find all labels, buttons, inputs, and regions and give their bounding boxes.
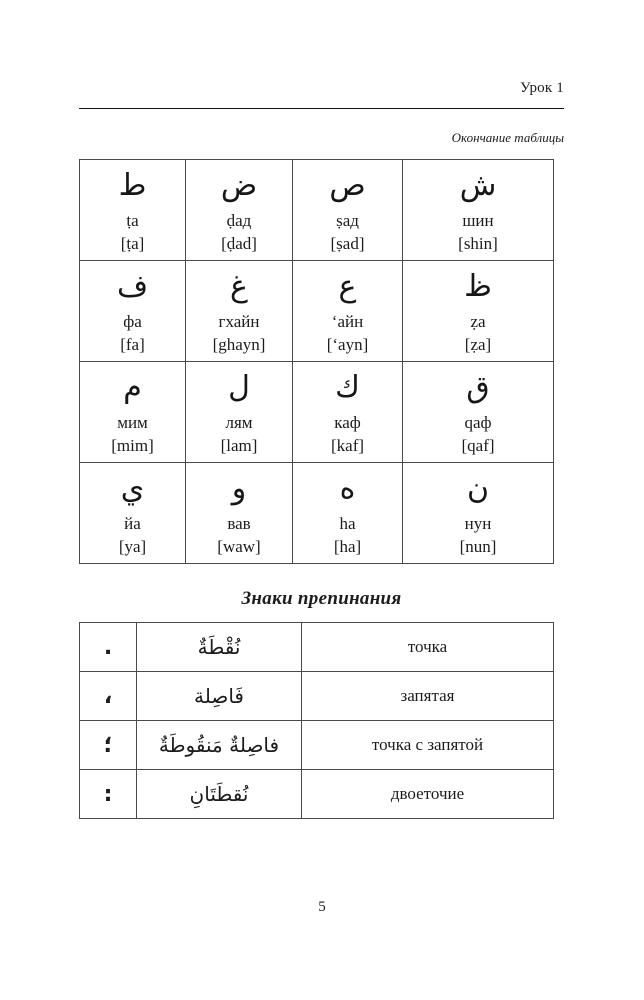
alphabet-cell	[186, 362, 293, 463]
letter-transliteration: [ḍad]	[221, 233, 257, 253]
letter-name: шин	[462, 210, 494, 230]
letter-name: фа	[123, 311, 142, 331]
alphabet-cell	[403, 261, 554, 362]
punct-symbol: :	[80, 770, 137, 819]
letter-name: каф	[334, 412, 361, 432]
arabic-letter: ظ	[464, 268, 492, 304]
punct-symbol: ؛	[80, 721, 137, 770]
letter-name: qаф	[464, 412, 492, 432]
alphabet-cell	[186, 463, 293, 564]
alphabet-cell	[293, 160, 403, 261]
letter-transliteration: [ṭa]	[120, 233, 145, 253]
letter-name: мим	[117, 412, 148, 432]
letter-name: нун	[464, 513, 492, 533]
punct-symbol: .	[80, 623, 137, 672]
arabic-letter: م	[123, 369, 142, 405]
arabic-letter: ق	[466, 369, 490, 405]
letter-name: гхайн	[218, 311, 260, 331]
lesson-label: Урок 1	[519, 80, 564, 96]
arabic-letter: ض	[220, 167, 258, 203]
letter-name: ẓa	[470, 311, 486, 331]
letter-transliteration: [shin]	[458, 233, 498, 253]
alphabet-row	[80, 160, 554, 261]
letter-transliteration: [lam]	[220, 435, 258, 455]
alphabet-cell	[80, 261, 186, 362]
alphabet-cell	[403, 362, 554, 463]
arabic-letter: ص	[329, 167, 366, 203]
arabic-letter: ن	[466, 470, 490, 506]
punct-arabic-word: نُقطَتَانِ	[137, 770, 302, 819]
punct-symbol: ،	[80, 672, 137, 721]
alphabet-cell	[80, 463, 186, 564]
punct-row	[80, 721, 554, 770]
letter-name: ṭa	[126, 210, 139, 230]
punct-arabic-word: فَاصِلة	[137, 672, 302, 721]
alphabet-cell	[80, 362, 186, 463]
punct-russian-name: точка	[302, 623, 554, 672]
letter-transliteration: [ẓa]	[464, 334, 492, 354]
header-rule	[79, 108, 564, 109]
letter-transliteration: [ghayn]	[212, 334, 266, 354]
letter-transliteration: [kaf]	[330, 435, 365, 455]
letter-name: ‘айн	[331, 311, 364, 331]
letter-transliteration: [ya]	[118, 536, 147, 556]
alphabet-cell	[293, 362, 403, 463]
table-continuation-caption: Окончание таблицы	[451, 130, 564, 145]
arabic-letter: ل	[228, 369, 250, 405]
arabic-letter: ط	[118, 167, 147, 203]
punct-row	[80, 672, 554, 721]
arabic-letter: ك	[335, 369, 360, 405]
alphabet-row	[80, 463, 554, 564]
alphabet-cell	[80, 160, 186, 261]
arabic-letter: و	[231, 470, 247, 506]
letter-name: ha	[339, 513, 356, 533]
letter-name: вав	[227, 513, 251, 533]
letter-transliteration: [ha]	[333, 536, 362, 556]
page-header	[79, 80, 564, 97]
letter-transliteration: [nun]	[459, 536, 497, 556]
section-title: Знаки препинания	[241, 588, 402, 609]
alphabet-cell	[403, 463, 554, 564]
punct-arabic-word: نُقْطَةٌ	[137, 623, 302, 672]
letter-transliteration: [ṣad]	[330, 233, 365, 253]
letter-name: йа	[124, 513, 141, 533]
punct-row	[80, 623, 554, 672]
arabic-letter: ف	[116, 268, 149, 304]
alphabet-cell	[186, 261, 293, 362]
arabic-letter: ه	[339, 470, 356, 506]
alphabet-cell	[186, 160, 293, 261]
punct-russian-name: точка с запятой	[302, 721, 554, 770]
punct-arabic-word: فاصِلةٌ مَنقُوطَةٌ	[137, 721, 302, 770]
arabic-letter: ي	[120, 470, 145, 506]
arabic-letter: ع	[338, 268, 357, 304]
alphabet-table	[79, 159, 554, 564]
arabic-letter: ش	[459, 167, 497, 203]
letter-transliteration: [fa]	[120, 334, 145, 354]
letter-transliteration: [waw]	[217, 536, 261, 556]
alphabet-cell	[293, 463, 403, 564]
alphabet-cell	[293, 261, 403, 362]
letter-name: ḍад	[226, 210, 252, 230]
punct-row	[80, 770, 554, 819]
punctuation-table	[79, 622, 554, 819]
letter-transliteration: [‘ayn]	[326, 334, 369, 354]
punct-russian-name: двоеточие	[302, 770, 554, 819]
alphabet-row	[80, 362, 554, 463]
page-number: 5	[318, 899, 326, 915]
arabic-letter: غ	[230, 268, 248, 304]
letter-name: ṣад	[336, 210, 359, 230]
letter-transliteration: [mim]	[111, 435, 154, 455]
letter-name: лям	[225, 412, 253, 432]
alphabet-cell	[403, 160, 554, 261]
punct-russian-name: запятая	[302, 672, 554, 721]
alphabet-row	[80, 261, 554, 362]
letter-transliteration: [qaf]	[461, 435, 495, 455]
